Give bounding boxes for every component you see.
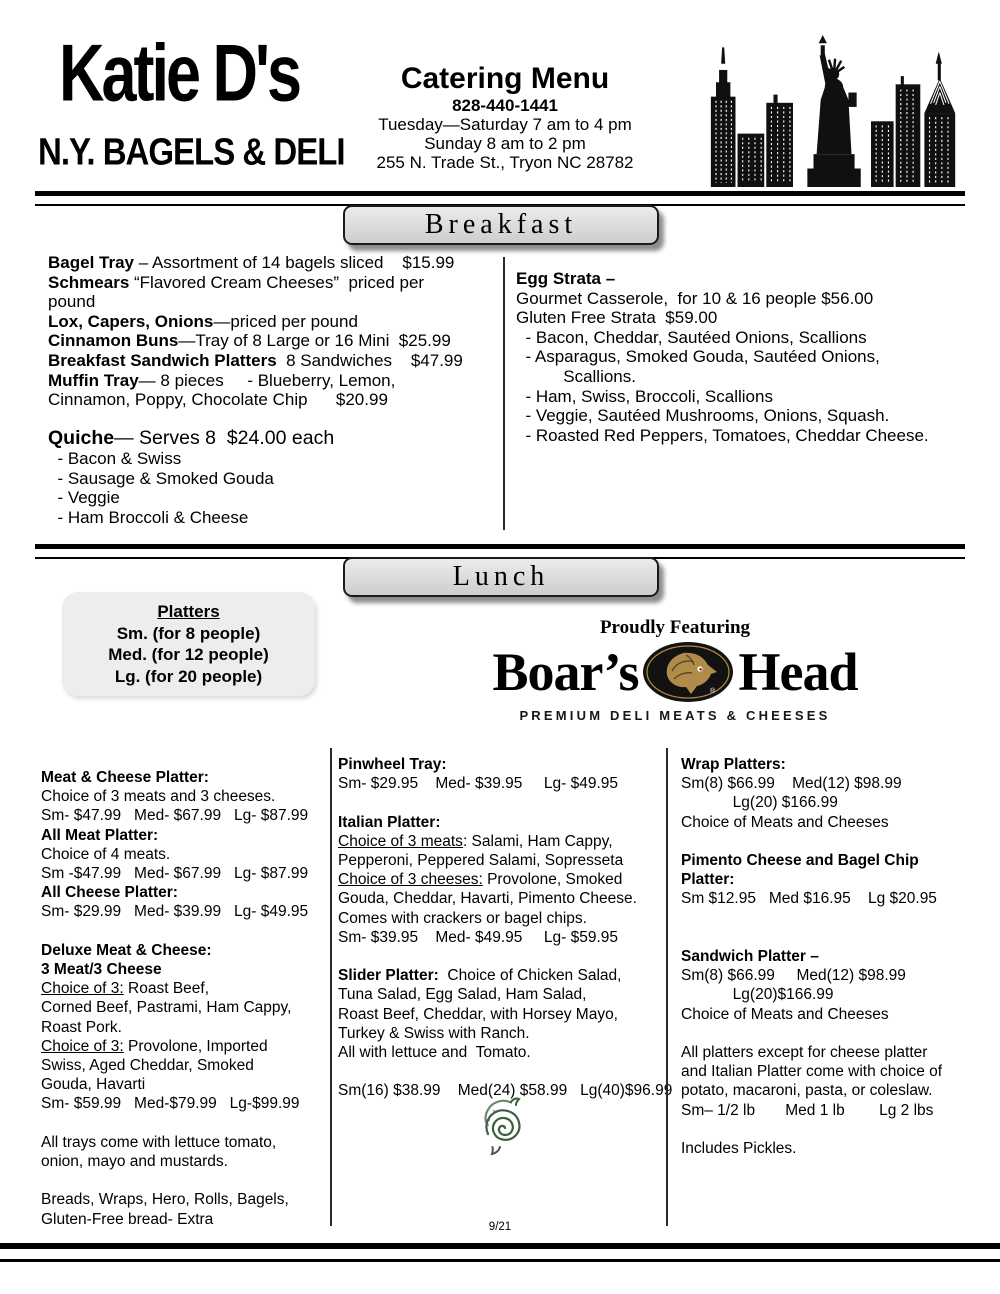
menu-line: Med. (for 12 people) bbox=[108, 645, 269, 664]
boars-head-word-left: Boar’s bbox=[492, 642, 639, 702]
menu-line: Sm(16) $38.99 Med(24) $58.99 Lg(40)$96.99 bbox=[338, 1082, 673, 1100]
platter-sizes-note bbox=[62, 592, 315, 696]
menu-line: Turkey & Swiss with Ranch. bbox=[338, 1024, 530, 1042]
menu-line bbox=[681, 1120, 957, 1139]
breakfast-right-column bbox=[516, 269, 964, 445]
brand-subtitle: N.Y. BAGELS & DELI bbox=[38, 130, 345, 173]
menu-line: - Veggie, Sautéed Mushrooms, Onions, Squash. bbox=[516, 406, 890, 426]
page-title: Catering Menu bbox=[400, 62, 610, 95]
menu-line: 3 Meat/3 Cheese bbox=[41, 961, 162, 979]
boars-head-word-right: Head bbox=[738, 642, 858, 702]
menu-line: All platters except for cheese platter bbox=[681, 1044, 928, 1062]
menu-line: Sm- $29.95 Med- $39.95 Lg- $49.95 bbox=[338, 775, 619, 793]
menu-line: Quiche— Serves 8 $24.00 each bbox=[48, 427, 335, 450]
menu-line: Sm. (for 8 people) bbox=[116, 623, 261, 643]
menu-line: Comes with crackers or bagel chips. bbox=[338, 909, 587, 927]
menu-line: Choice of 3 cheeses: Provolone, Smoked bbox=[338, 871, 623, 889]
menu-line: Lox, Capers, Onions—priced per pound bbox=[48, 311, 358, 331]
brand-logo bbox=[38, 28, 345, 173]
menu-line: - Ham Broccoli & Cheese bbox=[48, 507, 249, 527]
menu-line bbox=[41, 922, 327, 941]
menu-line: Breads, Wraps, Hero, Rolls, Bagels, bbox=[41, 1191, 289, 1209]
menu-line: and Italian Platter come with choice of bbox=[681, 1063, 943, 1081]
lunch-section-header bbox=[343, 557, 659, 597]
menu-line bbox=[41, 1171, 327, 1190]
proudly-featuring-label: Proudly Featuring bbox=[599, 617, 751, 638]
pinwheel-spiral-icon bbox=[472, 1092, 536, 1160]
menu-line: Gourmet Casserole, for 10 & 16 people $56.00 bbox=[516, 288, 874, 308]
header-contact-block bbox=[330, 62, 680, 172]
menu-line bbox=[681, 909, 957, 928]
hours-sunday: Sunday 8 am to 2 pm bbox=[424, 134, 586, 153]
menu-line: Sm(8) $66.99 Med(12) $98.99 bbox=[681, 967, 906, 985]
boar-oval-icon bbox=[642, 641, 734, 703]
menu-line: Corned Beef, Pastrami, Ham Cappy, bbox=[41, 999, 292, 1017]
page-code: 9/21 bbox=[488, 1221, 512, 1233]
menu-line: All Cheese Platter: bbox=[41, 884, 178, 902]
menu-line: Cinnamon Buns—Tray of 8 Large or 16 Mini $25.99 bbox=[48, 331, 451, 351]
menu-line bbox=[681, 928, 957, 947]
menu-line: Schmears “Flavored Cream Cheeses” priced per bbox=[48, 272, 425, 292]
menu-line: Cinnamon, Poppy, Chocolate Chip $20.99 bbox=[48, 390, 388, 410]
menu-line: - Roasted Red Peppers, Tomatoes, Cheddar Cheese. bbox=[516, 425, 929, 445]
menu-line: Wrap Platters: bbox=[681, 756, 786, 773]
menu-line: Egg Strata – bbox=[516, 269, 616, 288]
menu-line: Roast Beef, Cheddar, with Horsey Mayo, bbox=[338, 1005, 618, 1023]
breakfast-section-header bbox=[343, 205, 659, 245]
brand-name: Katie D's bbox=[58, 28, 300, 119]
menu-line: Lg. (for 20 people) bbox=[114, 666, 263, 686]
menu-line: Sm– 1/2 lb Med 1 lb Lg 2 lbs bbox=[681, 1101, 934, 1119]
boars-head-logo bbox=[452, 617, 898, 723]
menu-line bbox=[681, 1024, 957, 1043]
menu-line: Tuna Salad, Egg Salad, Ham Salad, bbox=[338, 986, 587, 1004]
menu-line: Lg(20) $166.99 bbox=[681, 794, 838, 812]
breakfast-left-column bbox=[48, 253, 500, 527]
menu-line: Choice of Meats and Cheeses bbox=[681, 813, 889, 831]
menu-line: Meat & Cheese Platter: bbox=[41, 769, 209, 786]
street-address: 255 N. Trade St., Tryon NC 28782 bbox=[376, 153, 634, 172]
menu-line: Sm- $39.95 Med- $49.95 Lg- $59.95 bbox=[338, 928, 619, 946]
menu-line: Choice of 3: Provolone, Imported bbox=[41, 1037, 268, 1055]
menu-line: Lg(20)$166.99 bbox=[681, 986, 834, 1004]
menu-line: All with lettuce and Tomato. bbox=[338, 1044, 531, 1062]
boars-head-tagline: PREMIUM DELI MEATS & CHEESES bbox=[519, 708, 831, 723]
menu-line: Pinwheel Tray: bbox=[338, 756, 447, 773]
menu-line: Choice of 4 meats. bbox=[41, 845, 171, 863]
menu-line: Pepperoni, Peppered Salami, Sopresseta bbox=[338, 852, 624, 870]
menu-line: onion, mayo and mustards. bbox=[41, 1153, 228, 1171]
menu-line: Sm(8) $66.99 Med(12) $98.99 bbox=[681, 775, 902, 793]
menu-line: Roast Pork. bbox=[41, 1018, 122, 1036]
lunch-column-2 bbox=[338, 755, 673, 1101]
lunch-column-3 bbox=[681, 755, 957, 1158]
menu-line: Sm- $59.99 Med-$79.99 Lg-$99.99 bbox=[41, 1095, 300, 1113]
menu-line: - Bacon, Cheddar, Sautéed Onions, Scallions bbox=[516, 327, 867, 347]
phone-number: 828-440-1441 bbox=[452, 96, 558, 115]
menu-line: - Bacon & Swiss bbox=[48, 448, 182, 468]
menu-line: Italian Platter: bbox=[338, 813, 441, 831]
menu-line: pound bbox=[48, 292, 96, 312]
menu-line: Gouda, Cheddar, Havarti, Pimento Cheese. bbox=[338, 890, 637, 908]
menu-line: Gouda, Havarti bbox=[41, 1076, 146, 1094]
lunch-column-divider bbox=[666, 748, 668, 1226]
menu-line: - Sausage & Smoked Gouda bbox=[48, 468, 274, 488]
menu-line: potato, macaroni, pasta, or coleslaw. bbox=[681, 1082, 933, 1100]
breakfast-title: Breakfast bbox=[424, 209, 578, 240]
menu-line: All Meat Platter: bbox=[41, 826, 159, 844]
menu-line: Choice of Meats and Cheeses bbox=[681, 1005, 889, 1023]
bottom-border-bar bbox=[0, 1243, 1000, 1262]
menu-line: Sm- $29.99 Med- $39.99 Lg- $49.95 bbox=[41, 903, 309, 921]
menu-line: Swiss, Aged Cheddar, Smoked bbox=[41, 1057, 254, 1075]
menu-line bbox=[338, 793, 658, 812]
breakfast-column-divider bbox=[503, 257, 505, 530]
lunch-column-1 bbox=[41, 768, 327, 1229]
menu-line: Choice of 3: Roast Beef, bbox=[41, 980, 210, 998]
lunch-title: Lunch bbox=[452, 561, 550, 592]
menu-line: Sm -$47.99 Med- $67.99 Lg- $87.99 bbox=[41, 865, 309, 883]
menu-line: Platters bbox=[157, 602, 220, 621]
menu-line bbox=[338, 947, 658, 966]
menu-line: - Ham, Swiss, Broccoli, Scallions bbox=[516, 386, 773, 406]
menu-line: Includes Pickles. bbox=[681, 1140, 797, 1158]
menu-line: Breakfast Sandwich Platters 8 Sandwiches $47.99 bbox=[48, 350, 463, 370]
menu-line: - Asparagus, Smoked Gouda, Sautéed Onions, bbox=[516, 347, 880, 367]
menu-line: All trays come with lettuce tomato, bbox=[41, 1133, 277, 1151]
menu-line: Bagel Tray – Assortment of 14 bagels sliced $15.99 bbox=[48, 253, 455, 272]
menu-line bbox=[681, 832, 957, 851]
menu-line: Sm $12.95 Med $16.95 Lg $20.95 bbox=[681, 890, 937, 908]
menu-line: Slider Platter: Choice of Chicken Salad, bbox=[338, 967, 622, 985]
section-divider bbox=[35, 191, 965, 206]
menu-line: Gluten Free Strata $59.00 bbox=[516, 308, 718, 328]
nyc-skyline-icon bbox=[698, 33, 966, 187]
menu-line: Choice of 3 meats and 3 cheeses. bbox=[41, 788, 276, 806]
menu-line: Sandwich Platter – bbox=[681, 948, 819, 966]
menu-line: - Veggie bbox=[48, 488, 120, 508]
menu-line: Platter: bbox=[681, 871, 735, 889]
menu-line: Sm- $47.99 Med- $67.99 Lg- $87.99 bbox=[41, 807, 309, 825]
menu-line: Muffin Tray— 8 pieces - Blueberry, Lemon, bbox=[48, 370, 396, 390]
menu-line: Deluxe Meat & Cheese: bbox=[41, 941, 212, 959]
menu-line: Pimento Cheese and Bagel Chip bbox=[681, 852, 919, 870]
hours-weekday: Tuesday—Saturday 7 am to 4 pm bbox=[378, 115, 632, 134]
menu-line: Gluten-Free bread- Extra bbox=[41, 1210, 214, 1228]
menu-line bbox=[338, 1062, 658, 1081]
menu-line: Scallions. bbox=[516, 366, 636, 386]
menu-line: Choice of 3 meats: Salami, Ham Cappy, bbox=[338, 832, 613, 850]
lunch-column-divider bbox=[330, 748, 332, 1226]
menu-line bbox=[41, 1114, 327, 1133]
svg-text:®: ® bbox=[710, 688, 716, 695]
